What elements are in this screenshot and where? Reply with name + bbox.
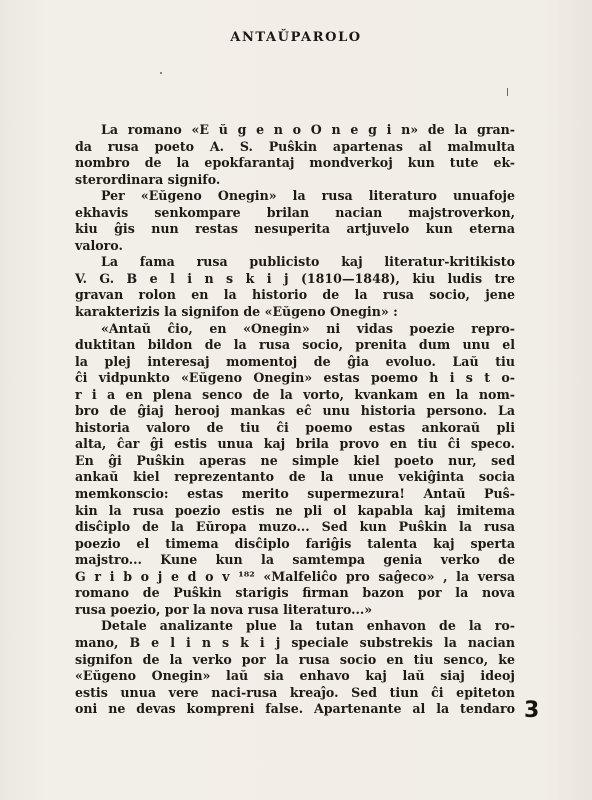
page-title: ANTAŬPAROLO bbox=[230, 30, 362, 45]
text-line: «Antaŭ ĉio, en «Onegin» ni vidas poezie repro- bbox=[101, 320, 515, 336]
body-text bbox=[75, 122, 515, 718]
text-line: ekhavis senkompare brilan nacian majstroverkon, bbox=[75, 204, 515, 220]
text-line: gravan rolon en la historio de la rusa socio, jene bbox=[75, 287, 515, 303]
text-line: memkonscio: estas merito supermezura! Antaŭ Puŝ- bbox=[75, 486, 515, 502]
text-line: historia valoro de tiu ĉi poemo estas ankoraŭ pli bbox=[75, 419, 515, 435]
text-line: Per «Eŭgeno Onegin» la rusa literaturo unuafoje bbox=[101, 188, 515, 204]
text-line: En ĝi Puŝkin aperas ne simple kiel poeto nur, sed bbox=[75, 452, 515, 468]
page-number: 3 bbox=[524, 698, 540, 723]
text-line: romano de Puŝkin starigis firman bazon por la nova bbox=[75, 585, 515, 601]
text-line: «Eŭgeno Onegin» laŭ sia enhavo kaj laŭ siaj ideoj bbox=[75, 668, 515, 684]
text-line: nombro de la epokfarantaj mondverkoj kun tute ek- bbox=[75, 155, 515, 171]
text-line: V. G. B e l i n s k i j (1810—1848), kiu ludis tre bbox=[75, 270, 515, 286]
text-line: Detale analizante plue la tutan enhavon de la ro- bbox=[101, 618, 515, 634]
text-line: oni ne devas kompreni false. Apartenante al la tendaro bbox=[75, 701, 515, 717]
paper-speck bbox=[160, 72, 162, 74]
text-line: valoro. bbox=[75, 237, 123, 253]
text-line: mano, B e l i n s k i j speciale substrekis la nacian bbox=[75, 634, 515, 650]
text-line: karakterizis la signifon de «Eŭgeno Onegin» : bbox=[75, 304, 398, 320]
text-line: sterordinara signifo. bbox=[75, 171, 221, 187]
text-line: estis unua vere naci-rusa kreaĵo. Sed tiun ĉi epiteton bbox=[75, 684, 515, 700]
text-line: kin la rusa poezio estis ne pli ol kapabla kaj imitema bbox=[75, 502, 515, 518]
text-line: La romano «E ŭ g e n o O n e g i n» de la gran- bbox=[101, 122, 515, 137]
text-line: disĉiplo de la Eŭropa muzo... Sed kun Puŝkin la rusa bbox=[75, 519, 515, 535]
text-line: La fama rusa publicisto kaj literatur-kritikisto bbox=[101, 254, 515, 270]
text-line: majstro... Kune kun la samtempa genia verko de bbox=[75, 552, 515, 568]
text-line: signifon de la verko por la rusa socio en tiu senco, ke bbox=[75, 651, 515, 667]
text-line: ĉi vidpunkto «Eŭgeno Onegin» estas poemo h i s t o- bbox=[75, 370, 515, 386]
text-line: da rusa poeto A. S. Puŝkin apartenas al malmulta bbox=[75, 138, 515, 154]
text-line: la plej interesaj momentoj de ĝia evoluo. Laŭ tiu bbox=[75, 353, 515, 369]
text-line: alta, ĉar ĝi estis unua kaj brila provo en tiu ĉi speco. bbox=[75, 436, 515, 452]
text-line: r i a en plena senco de la vorto, kvankam en la nom- bbox=[75, 386, 515, 402]
paper-mark bbox=[507, 88, 508, 96]
text-line: ankaŭ kiel reprezentanto de la unue vekiĝinta socia bbox=[75, 469, 515, 485]
text-line: duktitan bildon de la rusa socio, prenita dum unu el bbox=[75, 337, 515, 353]
text-line: kiu ĝis nun restas nesuperita artjuvelo kun eterna bbox=[75, 221, 515, 237]
text-line: G r i b o j e d o v ¹⁸² «Malfeliĉo pro saĝeco» , la versa bbox=[75, 568, 515, 584]
text-line: poezio el timema disĉiplo fariĝis talenta kaj sperta bbox=[75, 535, 515, 551]
text-line: rusa poezio, por la nova rusa literaturo...» bbox=[75, 601, 373, 617]
text-line: bro de ĝiaj herooj mankas eĉ unu historia persono. La bbox=[75, 403, 515, 419]
